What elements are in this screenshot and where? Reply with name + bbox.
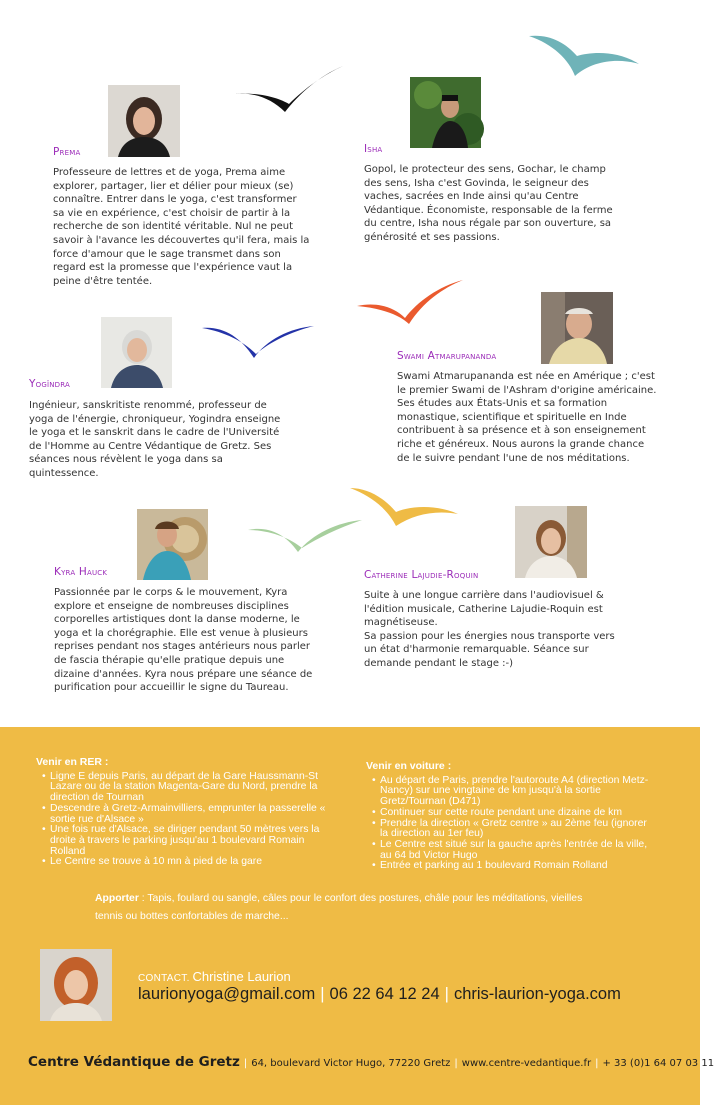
apporter-note [95, 890, 595, 926]
black-bird-icon [233, 64, 345, 114]
catherine-avatar [515, 506, 587, 578]
car-list [366, 776, 651, 872]
separator: | [454, 1058, 458, 1069]
person-bio-swami: Swami Atmarupananda est née en Amérique ; c'est le premier Swami de l'Ashram d'origine américaine. Ses études aux États-Unis et sa formation monastique, scientifique et spirituelle en Inde contribuent à sa présence et à son enseignement riche et généreux. Nous aurons la grande chance de le suivre pendant l'une de nos méditations. [397, 371, 657, 464]
contact-label: CONTACT. [138, 973, 190, 984]
person-bio-catherine-p1: Suite à une longue carrière dans l'audiovisuel & l'édition musicale, Catherine Lajudie-Roquin est magnétiseuse. [364, 590, 604, 629]
rer-list [36, 772, 336, 868]
contact-website[interactable]: chris-laurion-yoga.com [453, 985, 621, 1003]
rer-item: • Ligne E depuis Paris, au départ de la Gare Haussmann-St Lazare ou de la station Magenta-Gare du Nord, prendre la direction de Tournan [42, 772, 336, 804]
car-item: • Prendre la direction « Gretz centre » au 2ème feu (ignorer la direction au 1er feu) [372, 819, 651, 840]
contact-email[interactable]: laurionyoga@gmail.com [138, 985, 316, 1003]
blue-bird-icon [200, 322, 316, 360]
footer-website[interactable]: www.centre-vedantique.fr [461, 1058, 592, 1069]
car-item: • Continuer sur cette route pendant une dizaine de km [372, 808, 651, 819]
car-item: • Le Centre est situé sur la gauche après l'entrée de la ville, au 64 bd Victor Hugo [372, 840, 651, 861]
orange-bird-icon [355, 278, 465, 326]
green-bird-icon [246, 516, 364, 554]
car-item: • Au départ de Paris, prendre l'autoroute A4 (direction Metz-Nancy) sur une vingtaine de km jusqu'à la sortie Gretz/Tournan (D471) [372, 776, 651, 808]
contact-phone[interactable]: 06 22 64 12 24 [329, 985, 440, 1003]
yogindra-avatar [101, 317, 172, 388]
contact-heading [138, 969, 291, 984]
separator: | [595, 1058, 599, 1069]
footer-address: 64, boulevard Victor Hugo, 77220 Gretz [251, 1058, 451, 1069]
swami-avatar [541, 292, 613, 364]
person-name-isha: Isha [364, 143, 383, 155]
footer-centre-name: Centre Védantique de Gretz [28, 1054, 240, 1070]
isha-avatar [410, 77, 481, 148]
rer-item: • Descendre à Gretz-Armainvilliers, emprunter la passerelle « sortie rue d'Alsace » [42, 804, 336, 825]
person-bio-catherine [364, 589, 626, 671]
separator: | [243, 1058, 248, 1069]
prema-avatar [108, 85, 180, 157]
rer-item: • Le Centre se trouve à 10 mn à pied de la gare [42, 857, 336, 868]
separator: | [320, 985, 325, 1003]
rer-title: Venir en RER : [36, 756, 109, 768]
car-item: • Entrée et parking au 1 boulevard Romain Rolland [372, 861, 651, 872]
contact-details [138, 985, 621, 1004]
rer-directions [36, 757, 336, 868]
person-name-catherine: Catherine Lajudie-Roquin [364, 569, 479, 581]
apporter-text: : Tapis, foulard ou sangle, câles pour le confort des postures, châle pour les méditations, vieilles tennis ou bottes confortables de marche... [95, 893, 583, 922]
teal-bird-icon [527, 32, 641, 78]
person-bio-kyra: Passionnée par le corps & le mouvement, Kyra explore et enseigne de nombreuses disciplines corporelles artistiques dont la danse moderne, le yoga et la chorégraphie. Elle est venue à plusieurs reprises pendant nos stages antérieurs nous parler de fascia thérapie qu'elle pratique depuis une dizaine d'années. Kyra nous prépare une séance de purification pour accueillir le signe du Taureau. [54, 587, 313, 694]
person-name-yogindra: Yogîndra [29, 378, 71, 390]
person-bio-prema: Professeure de lettres et de yoga, Prema aime explorer, partager, lier et délier pour mieux (se) connaître. Entrer dans le yoga, c'est transformer sa vie en expérience, c'est choisir de partir à la recherche de son identité véritable. Nul ne peut savoir à l'avance les découvertes qu'il fera, mais la force d'amour que le sage transmet dans son regard est la promesse que l'expérience vaut la peine d'être tentée. [53, 167, 310, 287]
separator: | [444, 985, 449, 1003]
car-title: Venir en voiture : [366, 760, 452, 772]
yellow-bird-icon [348, 484, 460, 528]
contact-avatar [40, 949, 112, 1021]
person-bio-yogindra: Ingénieur, sanskritiste renommé, professeur de yoga de l'énergie, chroniqueur, Yogindra enseigne le yoga et le sanskrit dans le cadre de l'Université de l'Homme au Centre Védantique de Gretz. Ses séances nous révèlent le yoga dans sa quintessence. [29, 400, 281, 479]
person-name-kyra: Kyra Hauck [54, 566, 108, 578]
person-name-swami: Swami Atmarupananda [397, 350, 497, 362]
footer [28, 1054, 714, 1070]
kyra-avatar [137, 509, 208, 580]
person-bio-catherine-p2: Sa passion pour les énergies nous transporte vers un état d'harmonie remarquable. Séance sur demande pendant le stage :-) [364, 630, 615, 669]
car-directions [366, 761, 651, 872]
person-bio-isha: Gopol, le protecteur des sens, Gochar, le champ des sens, Isha c'est Govinda, le seigneur des vaches, sacrées en Inde ainsi qu'au Centre Védantique. Économiste, responsable de la ferme du centre, Isha nous régale par son ouverture, sa générosité et ses passions. [364, 164, 613, 243]
person-name-prema: Prema [53, 146, 81, 158]
apporter-label: Apporter [95, 893, 139, 904]
contact-name: Christine Laurion [192, 969, 291, 984]
rer-item: • Une fois rue d'Alsace, se diriger pendant 50 mètres vers la droite à travers le parking jusqu'au 1 boulevard Romain Rolland [42, 825, 336, 857]
footer-phone[interactable]: + 33 (0)1 64 07 03 11 [602, 1058, 714, 1069]
